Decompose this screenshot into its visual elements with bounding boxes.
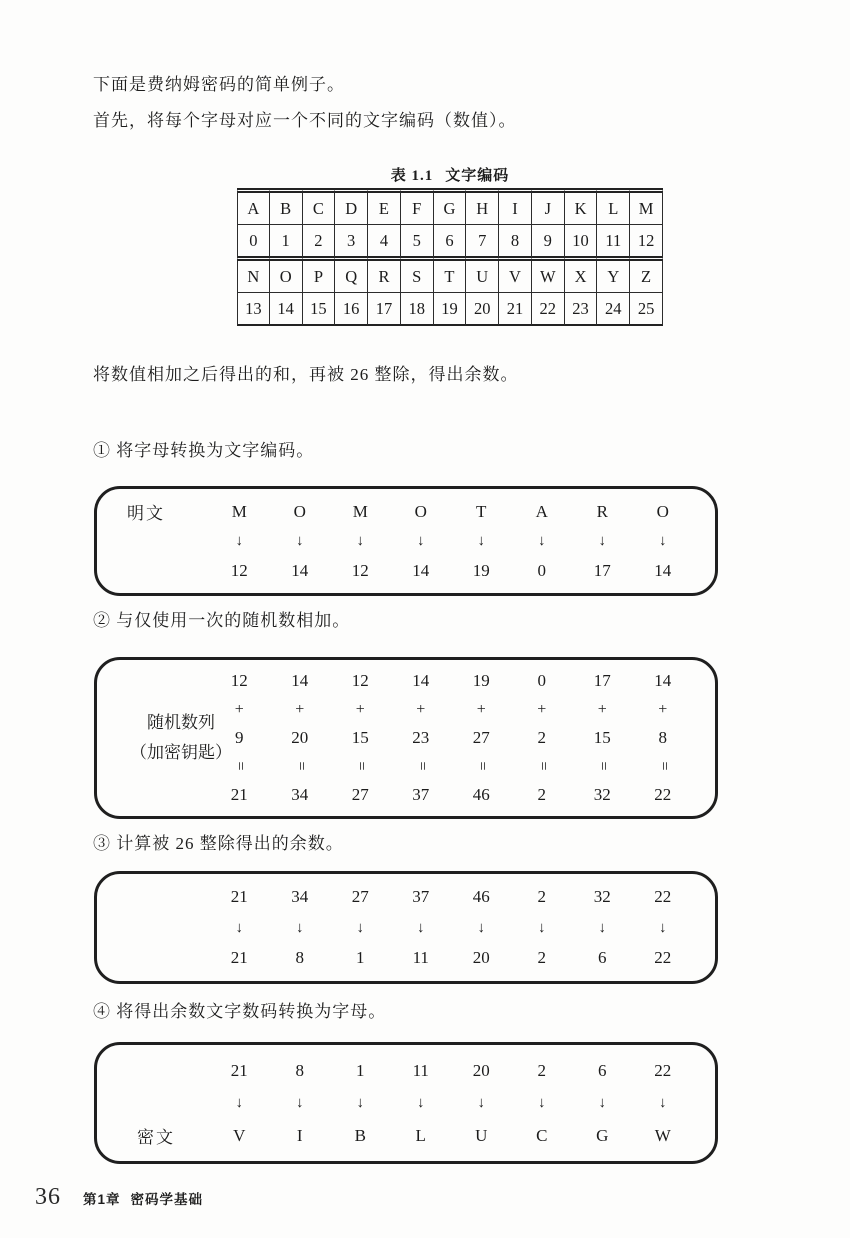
remainder-value: 8 <box>295 947 304 967</box>
table-cell: C <box>303 188 336 225</box>
remainder-value: 21 <box>230 947 248 967</box>
table-cell: K <box>565 188 598 225</box>
plus-sign: + <box>658 700 668 718</box>
plaintext-code: 0 <box>537 560 546 580</box>
key-plain-codes-row <box>97 668 715 694</box>
down-arrow-icon: ↓ <box>417 919 425 936</box>
down-arrow-icon: ↓ <box>417 1095 425 1111</box>
rotated-equals-sign: = <box>654 761 672 771</box>
table-cell: I <box>499 188 532 225</box>
sum-value: 2 <box>537 887 546 907</box>
sum-value: 37 <box>412 887 430 907</box>
plaintext-code: 19 <box>472 560 490 580</box>
page-footer <box>35 1184 203 1211</box>
rotated-equals-sign: = <box>291 761 309 771</box>
rotated-equals-sign: = <box>352 761 370 771</box>
cipher-remainders-row <box>97 1058 715 1084</box>
table-cell: 5 <box>401 225 434 261</box>
remainder-value: 22 <box>654 947 672 967</box>
table-cell: T <box>434 261 467 293</box>
plain-code: 19 <box>472 671 490 691</box>
table-cell: 8 <box>499 225 532 261</box>
sum-value: 21 <box>230 784 248 804</box>
sum-value: 27 <box>351 784 369 804</box>
plain-code: 12 <box>230 671 248 691</box>
key-codes <box>209 725 715 751</box>
remainder-value: 1 <box>356 1060 365 1080</box>
sums-row <box>97 782 715 808</box>
key-code: 8 <box>658 727 667 747</box>
modulo-arrows-row <box>97 915 715 941</box>
step-3-label: ③ 计算被 26 整除得出的余数。 <box>93 834 344 853</box>
sum-value: 22 <box>654 887 672 907</box>
down-arrow-icon: ↓ <box>538 919 546 936</box>
remainder-value: 20 <box>472 1060 490 1080</box>
table-cell: D <box>335 188 368 225</box>
plaintext-label: 明文 <box>127 504 165 523</box>
table-cell: 1 <box>270 225 303 261</box>
cipher-letter: W <box>654 1125 671 1145</box>
sum-value: 46 <box>472 784 490 804</box>
plaintext-box <box>94 486 718 596</box>
step-1-label: ① 将字母转换为文字编码。 <box>93 441 315 460</box>
key-code: 2 <box>537 727 546 747</box>
down-arrow-icon: ↓ <box>538 533 546 549</box>
down-arrow-icon: ↓ <box>235 919 243 936</box>
sum-value: 46 <box>472 887 490 907</box>
down-arrow-icon: ↓ <box>477 919 485 936</box>
table-cell: 9 <box>532 225 565 261</box>
remainder-value: 8 <box>295 1060 304 1080</box>
remainders-row <box>97 945 715 971</box>
plain-code: 0 <box>537 671 546 691</box>
sum-value: 32 <box>593 887 611 907</box>
table-cell: 16 <box>335 293 368 326</box>
table-cell: R <box>368 261 401 293</box>
remainder-value: 1 <box>356 947 365 967</box>
table-cell: 6 <box>434 225 467 261</box>
table-cell: 11 <box>597 225 630 261</box>
down-arrow-icon: ↓ <box>296 1095 304 1111</box>
table-cell: 4 <box>368 225 401 261</box>
rotated-equals-sign: = <box>473 761 491 771</box>
plaintext-letter: O <box>656 501 669 521</box>
table-cell: M <box>630 188 663 225</box>
ciphertext-box <box>94 1042 718 1164</box>
table-cell: H <box>466 188 499 225</box>
key-code: 27 <box>472 727 490 747</box>
rotated-equals-sign: = <box>412 761 430 771</box>
table-caption-label: 表 1.1 <box>390 168 434 184</box>
down-arrow-icon: ↓ <box>477 1095 485 1111</box>
cipher-arrows-row <box>97 1090 715 1116</box>
remainder-value: 2 <box>537 947 546 967</box>
plus-sign: + <box>537 700 547 718</box>
table-cell: 25 <box>630 293 663 326</box>
step-2-label: ② 与仅使用一次的随机数相加。 <box>93 611 351 630</box>
table-cell: 20 <box>466 293 499 326</box>
remainder-value: 20 <box>472 947 490 967</box>
cipher-letter: C <box>536 1125 548 1145</box>
cipher-letter: G <box>596 1125 609 1145</box>
table-cell: F <box>401 188 434 225</box>
key-code: 9 <box>235 727 244 747</box>
plaintext-letter: M <box>352 501 368 521</box>
modulo-sums-row <box>97 884 715 910</box>
plaintext-codes-row <box>97 558 715 584</box>
remainder-value: 6 <box>598 947 607 967</box>
table-cell: 19 <box>434 293 467 326</box>
cipher-remainders <box>209 1058 715 1084</box>
step-4-label: ④ 将得出余数文字数码转换为字母。 <box>93 1002 387 1021</box>
table-cell: X <box>565 261 598 293</box>
cipher-letter: U <box>475 1125 488 1145</box>
table-cell: N <box>237 261 270 293</box>
rotated-equals-sign: = <box>231 761 249 771</box>
random-key-label-line2: （加密钥匙） <box>130 743 232 762</box>
down-arrow-icon: ↓ <box>659 919 667 936</box>
table-cell: G <box>434 188 467 225</box>
down-arrow-icon: ↓ <box>598 919 606 936</box>
cipher-letter: I <box>296 1125 303 1145</box>
intro-line-2: 首先，将每个字母对应一个不同的文字编码（数值）。 <box>93 111 517 130</box>
plaintext-codes <box>209 558 715 584</box>
table-cell: 3 <box>335 225 368 261</box>
table-cell: 10 <box>565 225 598 261</box>
plaintext-code: 14 <box>654 560 672 580</box>
table-cell: 14 <box>270 293 303 326</box>
down-arrow-icon: ↓ <box>538 1095 546 1111</box>
plaintext-code: 12 <box>230 560 248 580</box>
plaintext-code: 12 <box>351 560 369 580</box>
table-cell: 17 <box>368 293 401 326</box>
cipher-letter: L <box>415 1125 426 1145</box>
table-cell: 23 <box>565 293 598 326</box>
intro-line-1: 下面是费纳姆密码的简单例子。 <box>93 75 345 94</box>
random-key-box <box>94 657 718 819</box>
table-cell: 13 <box>237 293 270 326</box>
table-cell: P <box>303 261 336 293</box>
plus-sign: + <box>295 700 305 718</box>
plain-code: 17 <box>593 671 611 691</box>
sum-value: 34 <box>291 887 309 907</box>
plaintext-letters <box>209 499 715 525</box>
plaintext-letter: A <box>535 501 548 521</box>
plus-sign: + <box>234 700 244 718</box>
table-cell: 18 <box>401 293 434 326</box>
ciphertext-label: 密文 <box>137 1128 175 1147</box>
down-arrow-icon: ↓ <box>356 919 364 936</box>
down-arrow-icon: ↓ <box>659 1095 667 1111</box>
plaintext-letter: T <box>476 501 487 521</box>
cipher-letters-row <box>97 1123 715 1149</box>
table-cell: S <box>401 261 434 293</box>
table-cell: 0 <box>237 225 270 261</box>
remainder-value: 11 <box>412 947 429 967</box>
down-arrow-icon: ↓ <box>659 533 667 549</box>
table-cell: A <box>237 188 270 225</box>
plaintext-arrows-row <box>97 528 715 554</box>
plus-sign: + <box>597 700 607 718</box>
sum-value: 27 <box>351 887 369 907</box>
down-arrow-icon: ↓ <box>356 1095 364 1111</box>
table-cell: V <box>499 261 532 293</box>
table-cell: 15 <box>303 293 336 326</box>
chapter-label: 第1章 <box>83 1192 121 1207</box>
cipher-letters <box>209 1123 715 1149</box>
remainder-value: 6 <box>598 1060 607 1080</box>
down-arrow-icon: ↓ <box>598 533 606 549</box>
key-code: 23 <box>412 727 430 747</box>
table-cell: E <box>368 188 401 225</box>
down-arrow-icon: ↓ <box>235 1095 243 1111</box>
chapter-title: 密码学基础 <box>130 1192 204 1207</box>
table-cell: O <box>270 261 303 293</box>
table-cell: 7 <box>466 225 499 261</box>
chapter-heading <box>83 1188 203 1208</box>
plus-sign: + <box>355 700 365 718</box>
cipher-letter: B <box>354 1125 366 1145</box>
table-cell: 2 <box>303 225 336 261</box>
plaintext-letters-row <box>97 499 715 525</box>
plaintext-letter: O <box>414 501 427 521</box>
random-key-label-line1: 随机数列 <box>147 713 215 732</box>
table-cell: B <box>270 188 303 225</box>
plain-code: 12 <box>351 671 369 691</box>
remainder-value: 11 <box>412 1060 429 1080</box>
table-cell: 21 <box>499 293 532 326</box>
table-row-letters-am <box>237 188 663 225</box>
table-cell: 12 <box>630 225 663 261</box>
plaintext-code: 14 <box>291 560 309 580</box>
rotated-equals-sign: = <box>594 761 612 771</box>
modulo-arrows <box>209 915 715 941</box>
cipher-arrows <box>209 1090 715 1116</box>
modulo-box <box>94 871 718 984</box>
plaintext-letter: O <box>293 501 306 521</box>
down-arrow-icon: ↓ <box>235 533 243 549</box>
plaintext-arrows <box>209 528 715 554</box>
encoding-table-caption <box>237 164 663 185</box>
sums <box>209 782 715 808</box>
sum-value: 2 <box>537 784 546 804</box>
table-cell: U <box>466 261 499 293</box>
plaintext-code: 14 <box>412 560 430 580</box>
remainder-value: 22 <box>654 1060 672 1080</box>
key-plain-codes <box>209 668 715 694</box>
table-caption-title: 文字编码 <box>445 168 510 184</box>
plaintext-letter: R <box>596 501 608 521</box>
sum-value: 34 <box>291 784 309 804</box>
down-arrow-icon: ↓ <box>417 533 425 549</box>
page-number: 36 <box>35 1184 61 1210</box>
down-arrow-icon: ↓ <box>356 533 364 549</box>
plus-sign: + <box>416 700 426 718</box>
remainder-value: 2 <box>537 1060 546 1080</box>
plus-signs <box>209 697 715 723</box>
sum-value: 21 <box>230 887 248 907</box>
table-row-letters-nz <box>237 261 663 293</box>
sum-value: 37 <box>412 784 430 804</box>
key-code: 20 <box>291 727 309 747</box>
remainders <box>209 945 715 971</box>
plus-sign: + <box>476 700 486 718</box>
table-row-codes-0-12 <box>237 225 663 261</box>
down-arrow-icon: ↓ <box>296 533 304 549</box>
sum-value: 32 <box>593 784 611 804</box>
table-cell: Y <box>597 261 630 293</box>
modulo-sums <box>209 884 715 910</box>
remainder-value: 21 <box>230 1060 248 1080</box>
down-arrow-icon: ↓ <box>296 919 304 936</box>
down-arrow-icon: ↓ <box>477 533 485 549</box>
cipher-letter: V <box>233 1125 246 1145</box>
plaintext-letter: M <box>231 501 247 521</box>
table-row-codes-13-25 <box>237 293 663 326</box>
table-cell: J <box>532 188 565 225</box>
table-cell: W <box>532 261 565 293</box>
table-cell: L <box>597 188 630 225</box>
table-cell: Q <box>335 261 368 293</box>
table-cell: 22 <box>532 293 565 326</box>
key-code: 15 <box>593 727 611 747</box>
rotated-equals-sign: = <box>533 761 551 771</box>
encoding-table <box>237 188 663 326</box>
plain-code: 14 <box>412 671 430 691</box>
down-arrow-icon: ↓ <box>598 1095 606 1111</box>
key-code: 15 <box>351 727 369 747</box>
modulo-note: 将数值相加之后得出的和，再被 26 整除，得出余数。 <box>93 365 519 384</box>
plain-code: 14 <box>654 671 672 691</box>
table-cell: 24 <box>597 293 630 326</box>
sum-value: 22 <box>654 784 672 804</box>
plaintext-code: 17 <box>593 560 611 580</box>
plain-code: 14 <box>291 671 309 691</box>
table-cell: Z <box>630 261 663 293</box>
equals-signs <box>209 753 715 779</box>
